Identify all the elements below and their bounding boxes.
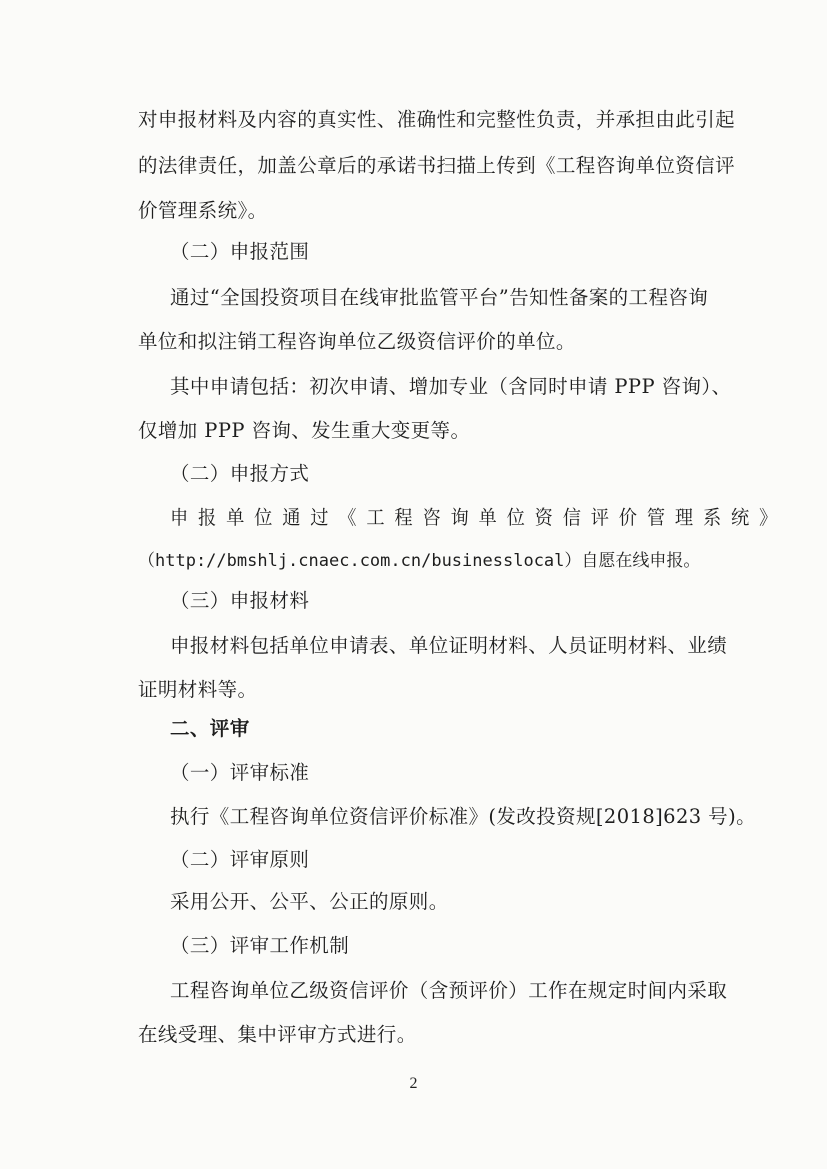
body-text-line: 价管理系统》。 bbox=[138, 199, 268, 222]
body-text-line: 单位和拟注销工程咨询单位乙级资信评价的单位。 bbox=[138, 330, 576, 353]
section-heading: （二）评审原则 bbox=[170, 848, 310, 871]
body-text-line: 其中申请包括：初次申请、增加专业（含同时申请 PPP 咨询）、 bbox=[170, 375, 732, 398]
section-heading: （二）申报范围 bbox=[170, 240, 310, 263]
section-heading: （三）评审工作机制 bbox=[170, 934, 350, 957]
body-text-line: 在线受理、集中评审方式进行。 bbox=[138, 1023, 417, 1046]
section-heading: （一）评审标准 bbox=[170, 761, 310, 784]
body-text-line: 执行《工程咨询单位资信评价标准》(发改投资规[2018]623 号)。 bbox=[170, 805, 756, 828]
body-text-line: 证明材料等。 bbox=[138, 678, 258, 701]
body-text-line: 采用公开、公平、公正的原则。 bbox=[170, 890, 449, 913]
url-line: （http://bmshlj.cnaec.com.cn/businesslocal）自愿在线申报。 bbox=[138, 551, 701, 571]
page-number: 2 bbox=[409, 1075, 418, 1092]
body-text-line: 的法律责任，加盖公章后的承诺书扫描上传到《工程咨询单位资信评 bbox=[138, 154, 736, 177]
body-text-line: 仅增加 PPP 咨询、发生重大变更等。 bbox=[138, 419, 471, 442]
body-text-line: 对申报材料及内容的真实性、准确性和完整性负责，并承担由此引起 bbox=[138, 108, 736, 131]
body-text-line: 通过“全国投资项目在线审批监管平台”告知性备案的工程咨询 bbox=[170, 286, 709, 309]
chapter-heading: 二、评审 bbox=[170, 717, 250, 740]
section-heading: （二）申报方式 bbox=[170, 462, 310, 485]
body-text-line: 申报单位通过《工程咨询单位资信评价管理系统》 bbox=[170, 506, 788, 529]
body-text-line: 工程咨询单位乙级资信评价（含预评价）工作在规定时间内采取 bbox=[170, 979, 728, 1002]
body-text-line: 申报材料包括单位申请表、单位证明材料、人员证明材料、业绩 bbox=[170, 634, 728, 657]
section-heading: （三）申报材料 bbox=[170, 589, 310, 612]
